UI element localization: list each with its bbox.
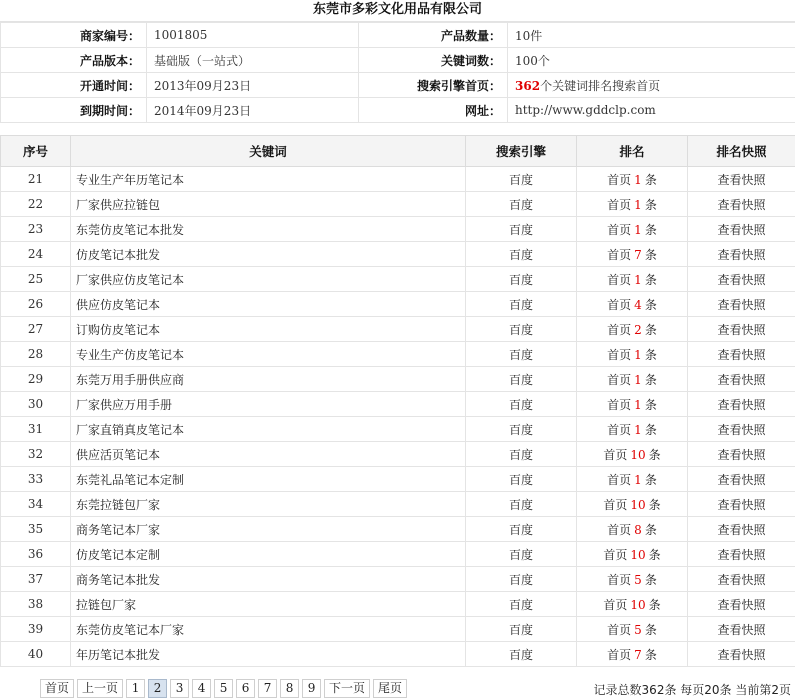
- row-rank: [577, 442, 688, 467]
- row-engine: 百度: [466, 167, 577, 192]
- page-7-button[interactable]: 7: [258, 679, 277, 698]
- last-page-button[interactable]: 尾页: [373, 679, 407, 698]
- view-snapshot-link[interactable]: 查看快照: [688, 392, 795, 417]
- rank-suffix: 条: [644, 372, 657, 387]
- rank-prefix: 首页: [607, 397, 632, 412]
- rank-prefix: 首页: [607, 272, 632, 287]
- merchant-id-value: 1001805: [147, 23, 359, 48]
- row-rank: [577, 342, 688, 367]
- row-keyword: 拉链包厂家: [71, 592, 466, 617]
- rank-number: 10: [630, 497, 646, 512]
- row-engine: 百度: [466, 217, 577, 242]
- row-engine: 百度: [466, 367, 577, 392]
- row-engine: 百度: [466, 517, 577, 542]
- rank-suffix: 条: [644, 172, 657, 187]
- row-rank: [577, 392, 688, 417]
- open-time-label: 开通时间：: [1, 73, 147, 98]
- keyword-rows: [1, 167, 795, 667]
- rank-suffix: 条: [644, 472, 657, 487]
- rank-number: 7: [634, 247, 642, 262]
- company-title: 东莞市多彩文化用品有限公司: [0, 0, 795, 22]
- view-snapshot-link[interactable]: 查看快照: [688, 592, 795, 617]
- row-keyword: 东莞礼品笔记本定制: [71, 467, 466, 492]
- rank-prefix: 首页: [607, 297, 632, 312]
- rank-number: 10: [630, 547, 646, 562]
- row-index: 37: [1, 567, 71, 592]
- row-engine: 百度: [466, 617, 577, 642]
- row-index: 39: [1, 617, 71, 642]
- row-keyword: 商务笔记本厂家: [71, 517, 466, 542]
- page-1-button[interactable]: 1: [126, 679, 145, 698]
- rank-suffix: 条: [644, 197, 657, 212]
- view-snapshot-link[interactable]: 查看快照: [688, 192, 795, 217]
- table-row: [1, 617, 795, 642]
- view-snapshot-link[interactable]: 查看快照: [688, 517, 795, 542]
- rank-prefix: 首页: [603, 497, 628, 512]
- table-row: [1, 592, 795, 617]
- view-snapshot-link[interactable]: 查看快照: [688, 267, 795, 292]
- row-index: 21: [1, 167, 71, 192]
- table-row: [1, 467, 795, 492]
- view-snapshot-link[interactable]: 查看快照: [688, 342, 795, 367]
- row-keyword: 仿皮笔记本批发: [71, 242, 466, 267]
- rank-number: 1: [634, 222, 642, 237]
- view-snapshot-link[interactable]: 查看快照: [688, 492, 795, 517]
- page-3-button[interactable]: 3: [170, 679, 189, 698]
- rank-suffix: 条: [644, 347, 657, 362]
- pagination-summary: 记录总数362条 每页20条 当前第2页: [593, 683, 791, 697]
- table-row: [1, 392, 795, 417]
- table-row: [1, 292, 795, 317]
- search-home-count: 362: [515, 78, 541, 93]
- rank-number: 1: [634, 347, 642, 362]
- row-keyword: 专业生产年历笔记本: [71, 167, 466, 192]
- table-row: [1, 542, 795, 567]
- row-rank: [577, 517, 688, 542]
- prev-page-button[interactable]: 上一页: [77, 679, 123, 698]
- row-engine: 百度: [466, 267, 577, 292]
- row-keyword: 专业生产仿皮笔记本: [71, 342, 466, 367]
- row-keyword: 东莞拉链包厂家: [71, 492, 466, 517]
- row-keyword: 厂家供应万用手册: [71, 392, 466, 417]
- rank-suffix: 条: [644, 572, 657, 587]
- row-engine: 百度: [466, 242, 577, 267]
- row-engine: 百度: [466, 317, 577, 342]
- table-row: [1, 417, 795, 442]
- row-engine: 百度: [466, 392, 577, 417]
- rank-number: 1: [634, 372, 642, 387]
- rank-number: 4: [634, 297, 642, 312]
- header-rank: 排名: [577, 136, 688, 167]
- row-rank: [577, 617, 688, 642]
- row-engine: 百度: [466, 442, 577, 467]
- row-rank: [577, 242, 688, 267]
- row-index: 25: [1, 267, 71, 292]
- rank-prefix: 首页: [607, 247, 632, 262]
- rank-number: 1: [634, 272, 642, 287]
- product-count-value: 10件: [508, 23, 795, 48]
- row-rank: [577, 292, 688, 317]
- table-row: [1, 167, 795, 192]
- rank-prefix: 首页: [603, 597, 628, 612]
- table-row: [1, 192, 795, 217]
- rank-number: 1: [634, 472, 642, 487]
- rank-number: 1: [634, 172, 642, 187]
- view-snapshot-link[interactable]: 查看快照: [688, 617, 795, 642]
- page-8-button[interactable]: 8: [280, 679, 299, 698]
- table-row: [1, 567, 795, 592]
- row-engine: 百度: [466, 492, 577, 517]
- rank-suffix: 条: [644, 422, 657, 437]
- pagination: [40, 679, 407, 698]
- open-time-value: 2013年09月23日: [147, 73, 359, 98]
- row-rank: [577, 492, 688, 517]
- rank-number: 2: [634, 322, 642, 337]
- row-index: 26: [1, 292, 71, 317]
- row-rank: [577, 167, 688, 192]
- header-snapshot: 排名快照: [688, 136, 795, 167]
- row-rank: [577, 217, 688, 242]
- view-snapshot-link[interactable]: 查看快照: [688, 567, 795, 592]
- row-keyword: 厂家供应仿皮笔记本: [71, 267, 466, 292]
- table-row: [1, 342, 795, 367]
- row-index: 38: [1, 592, 71, 617]
- keyword-count-value: 100个: [508, 48, 795, 73]
- row-engine: 百度: [466, 417, 577, 442]
- header-keyword: 关键词: [71, 136, 466, 167]
- table-row: [1, 517, 795, 542]
- view-snapshot-link[interactable]: 查看快照: [688, 467, 795, 492]
- rank-suffix: 条: [644, 322, 657, 337]
- search-home-value: [508, 73, 795, 98]
- row-index: 33: [1, 467, 71, 492]
- table-row: [1, 217, 795, 242]
- page-5-button[interactable]: 5: [214, 679, 233, 698]
- version-value: 基础版（一站式）: [147, 48, 359, 73]
- rank-number: 5: [634, 572, 642, 587]
- row-index: 34: [1, 492, 71, 517]
- table-row: [1, 317, 795, 342]
- rank-suffix: 条: [644, 297, 657, 312]
- row-keyword: 厂家供应拉链包: [71, 192, 466, 217]
- row-keyword: 年历笔记本批发: [71, 642, 466, 667]
- search-home-label: 搜索引擎首页：: [359, 73, 508, 98]
- merchant-info-table: [0, 22, 795, 123]
- rank-prefix: 首页: [603, 447, 628, 462]
- rank-prefix: 首页: [603, 547, 628, 562]
- header-engine: 搜索引擎: [466, 136, 577, 167]
- website-label: 网址：: [359, 98, 508, 123]
- row-index: 22: [1, 192, 71, 217]
- rank-number: 5: [634, 622, 642, 637]
- row-index: 27: [1, 317, 71, 342]
- row-engine: 百度: [466, 592, 577, 617]
- row-rank: [577, 642, 688, 667]
- view-snapshot-link[interactable]: 查看快照: [688, 442, 795, 467]
- row-keyword: 东莞仿皮笔记本批发: [71, 217, 466, 242]
- row-keyword: 东莞仿皮笔记本厂家: [71, 617, 466, 642]
- row-engine: 百度: [466, 542, 577, 567]
- rank-prefix: 首页: [607, 197, 632, 212]
- rank-prefix: 首页: [607, 372, 632, 387]
- row-rank: [577, 467, 688, 492]
- view-snapshot-link[interactable]: 查看快照: [688, 642, 795, 667]
- rank-suffix: 条: [644, 222, 657, 237]
- rank-number: 1: [634, 197, 642, 212]
- row-index: 36: [1, 542, 71, 567]
- rank-number: 10: [630, 597, 646, 612]
- page-6-button[interactable]: 6: [236, 679, 255, 698]
- row-keyword: 订购仿皮笔记本: [71, 317, 466, 342]
- table-row: [1, 442, 795, 467]
- row-rank: [577, 592, 688, 617]
- view-snapshot-link[interactable]: 查看快照: [688, 542, 795, 567]
- header-index: 序号: [1, 136, 71, 167]
- row-rank: [577, 192, 688, 217]
- row-index: 30: [1, 392, 71, 417]
- product-count-label: 产品数量：: [359, 23, 508, 48]
- rank-prefix: 首页: [607, 522, 632, 537]
- rank-number: 7: [634, 647, 642, 662]
- view-snapshot-link[interactable]: 查看快照: [688, 317, 795, 342]
- rank-suffix: 条: [644, 247, 657, 262]
- row-rank: [577, 542, 688, 567]
- row-keyword: 供应仿皮笔记本: [71, 292, 466, 317]
- page-9-button[interactable]: 9: [302, 679, 321, 698]
- rank-suffix: 条: [644, 397, 657, 412]
- keyword-count-label: 关键词数：: [359, 48, 508, 73]
- merchant-id-label: 商家编号：: [1, 23, 147, 48]
- rank-prefix: 首页: [607, 422, 632, 437]
- rank-prefix: 首页: [607, 222, 632, 237]
- website-link[interactable]: http://www.gddclp.com: [508, 98, 795, 123]
- version-label: 产品版本：: [1, 48, 147, 73]
- rank-suffix: 条: [648, 597, 661, 612]
- keyword-rank-table: [0, 135, 795, 667]
- rank-prefix: 首页: [607, 647, 632, 662]
- row-index: 32: [1, 442, 71, 467]
- row-keyword: 东莞万用手册供应商: [71, 367, 466, 392]
- row-engine: 百度: [466, 642, 577, 667]
- rank-suffix: 条: [644, 272, 657, 287]
- rank-suffix: 条: [644, 522, 657, 537]
- rank-number: 1: [634, 397, 642, 412]
- row-rank: [577, 567, 688, 592]
- rank-prefix: 首页: [607, 572, 632, 587]
- row-keyword: 厂家直销真皮笔记本: [71, 417, 466, 442]
- rank-suffix: 条: [648, 497, 661, 512]
- view-snapshot-link[interactable]: 查看快照: [688, 292, 795, 317]
- page-4-button[interactable]: 4: [192, 679, 211, 698]
- view-snapshot-link[interactable]: 查看快照: [688, 167, 795, 192]
- rank-prefix: 首页: [607, 322, 632, 337]
- row-rank: [577, 267, 688, 292]
- row-engine: 百度: [466, 342, 577, 367]
- row-keyword: 仿皮笔记本定制: [71, 542, 466, 567]
- row-index: 35: [1, 517, 71, 542]
- row-rank: [577, 417, 688, 442]
- rank-prefix: 首页: [607, 172, 632, 187]
- rank-suffix: 条: [644, 622, 657, 637]
- row-rank: [577, 367, 688, 392]
- rank-number: 8: [634, 522, 642, 537]
- rank-number: 1: [634, 422, 642, 437]
- row-rank: [577, 317, 688, 342]
- row-engine: 百度: [466, 192, 577, 217]
- table-row: [1, 367, 795, 392]
- row-keyword: 商务笔记本批发: [71, 567, 466, 592]
- row-index: 24: [1, 242, 71, 267]
- first-page-button[interactable]: 首页: [40, 679, 74, 698]
- row-index: 23: [1, 217, 71, 242]
- row-keyword: 供应活页笔记本: [71, 442, 466, 467]
- row-engine: 百度: [466, 567, 577, 592]
- view-snapshot-link[interactable]: 查看快照: [688, 217, 795, 242]
- rank-number: 10: [630, 447, 646, 462]
- rank-suffix: 条: [648, 547, 661, 562]
- table-row: [1, 642, 795, 667]
- table-row: [1, 492, 795, 517]
- rank-prefix: 首页: [607, 622, 632, 637]
- expire-time-value: 2014年09月23日: [147, 98, 359, 123]
- rank-suffix: 条: [644, 647, 657, 662]
- table-row: [1, 242, 795, 267]
- rank-prefix: 首页: [607, 472, 632, 487]
- expire-time-label: 到期时间：: [1, 98, 147, 123]
- row-engine: 百度: [466, 292, 577, 317]
- row-engine: 百度: [466, 467, 577, 492]
- view-snapshot-link[interactable]: 查看快照: [688, 242, 795, 267]
- row-index: 31: [1, 417, 71, 442]
- view-snapshot-link[interactable]: 查看快照: [688, 417, 795, 442]
- rank-prefix: 首页: [607, 347, 632, 362]
- row-index: 28: [1, 342, 71, 367]
- section-gap: [0, 123, 795, 135]
- rank-suffix: 条: [648, 447, 661, 462]
- search-home-suffix: 个关键词排名搜索首页: [540, 78, 661, 93]
- table-row: [1, 267, 795, 292]
- page-2-button[interactable]: 2: [148, 679, 167, 698]
- next-page-button[interactable]: 下一页: [324, 679, 370, 698]
- row-index: 29: [1, 367, 71, 392]
- view-snapshot-link[interactable]: 查看快照: [688, 367, 795, 392]
- row-index: 40: [1, 642, 71, 667]
